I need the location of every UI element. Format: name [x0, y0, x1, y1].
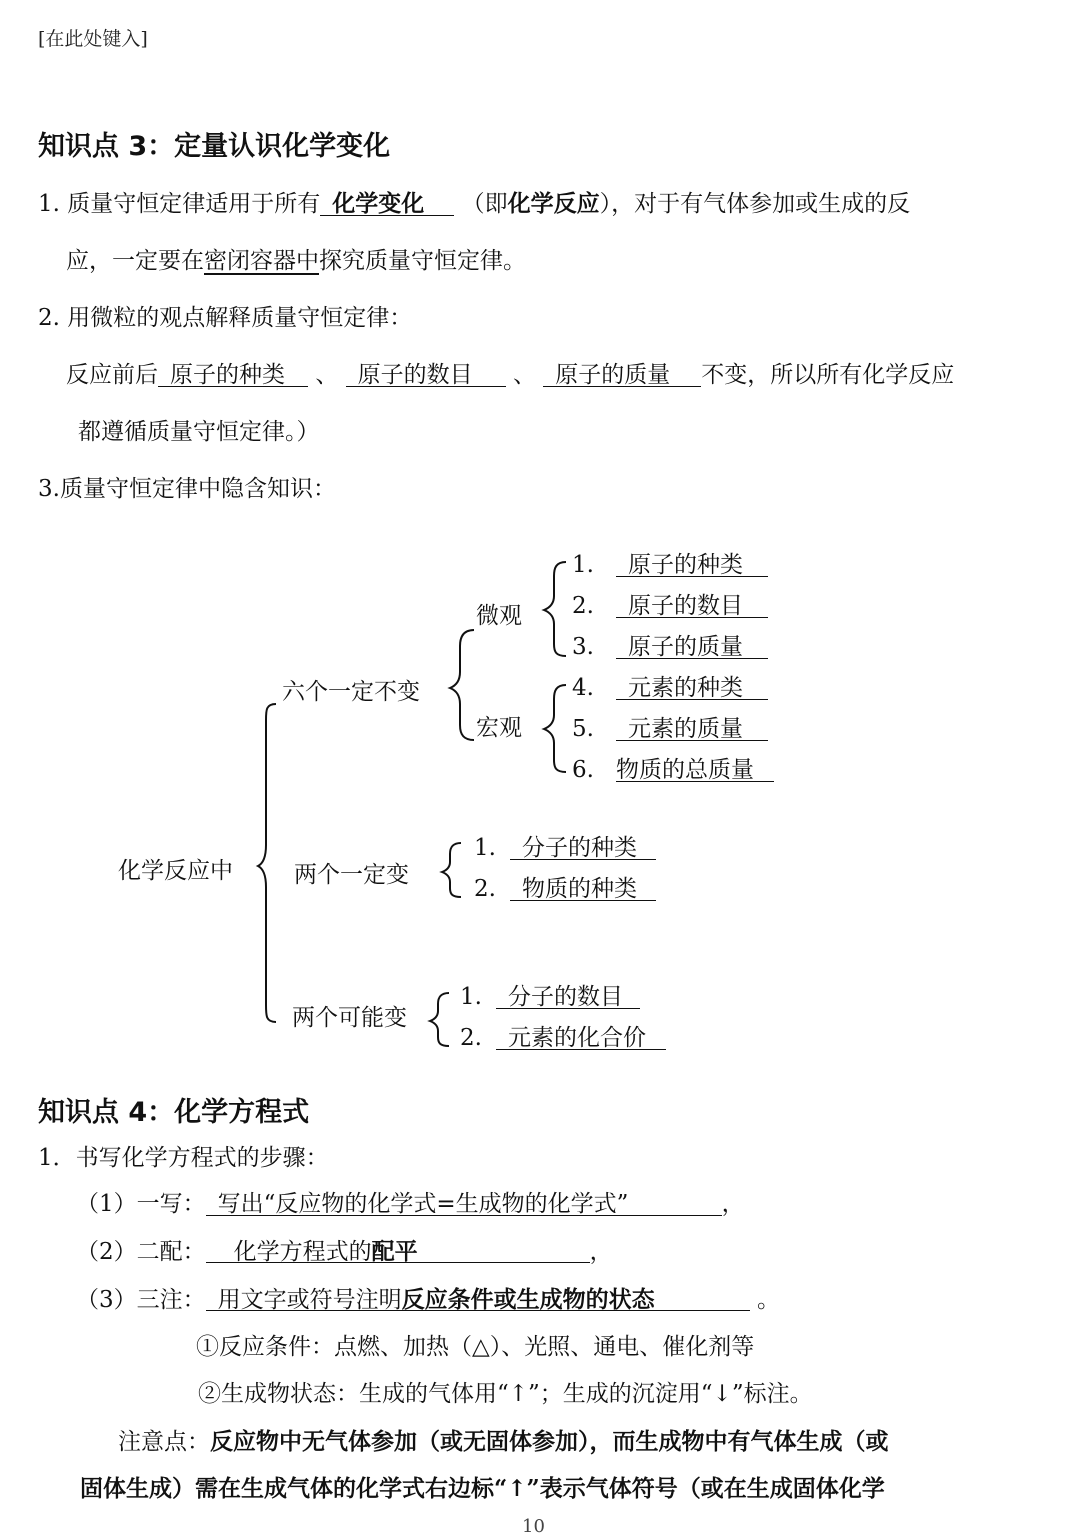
step-3-label: （3）三注： — [76, 1287, 206, 1313]
step-3-text: 用文字或符号注明 — [217, 1287, 402, 1313]
macro-label: 宏观 — [476, 715, 522, 741]
section4-title: 知识点 4：化学方程式 — [38, 1097, 310, 1128]
p1-text-g: 探究质量守恒定律。 — [319, 248, 526, 274]
macro-brace — [544, 685, 566, 772]
p1-blank: 化学变化 — [320, 185, 454, 216]
p2-sep-2: 、 — [512, 362, 536, 388]
header-placeholder: [在此处键入] — [38, 28, 148, 50]
product-states: ②生成物状态：生成的气体用“↑”；生成的沉淀用“↓”标注。 — [198, 1381, 813, 1407]
step-3-bold: 反应条件或生成物的状态 — [401, 1286, 655, 1313]
paragraph-2-intro: 2. 用微粒的观点解释质量守恒定律： — [38, 305, 413, 331]
micro-brace — [544, 562, 566, 656]
p1-text-c: 化学反应 — [507, 190, 600, 217]
item-blank: 原子的种类 — [616, 546, 768, 577]
change-item — [474, 870, 656, 902]
tree-root-label: 化学反应中 — [118, 858, 233, 884]
item-number: 2. — [572, 593, 594, 619]
change-item — [474, 829, 656, 861]
item-number: 3. — [572, 634, 594, 660]
item-number: 1. — [572, 552, 594, 578]
step-2-text: 化学方程式的 — [233, 1239, 372, 1265]
steps-title: 1．书写化学方程式的步骤： — [38, 1145, 329, 1171]
p1-text-a: 1. 质量守恒定律适用于所有 — [38, 191, 321, 217]
item-number: 5. — [572, 716, 594, 742]
note-line-1 — [118, 1423, 889, 1456]
page-number: 10 — [522, 1516, 545, 1537]
step-3-blank — [206, 1281, 750, 1311]
item-blank: 分子的种类 — [510, 829, 656, 860]
maybe-item — [460, 1019, 666, 1051]
step-3 — [76, 1281, 780, 1314]
paragraph-3: 3.质量守恒定律中隐含知识： — [38, 476, 336, 502]
maybe-item — [460, 978, 640, 1010]
note-label: 注意点： — [118, 1429, 210, 1455]
maybe-brace — [430, 993, 449, 1046]
item-number: 1. — [460, 984, 482, 1010]
step-2-bold: 配平 — [371, 1238, 418, 1265]
micro-label: 微观 — [476, 603, 522, 629]
item-blank: 元素的种类 — [616, 669, 768, 700]
p2-post: 不变，所以所有化学反应 — [701, 362, 955, 388]
item-blank: 分子的数目 — [496, 978, 640, 1009]
micro-item — [572, 546, 768, 578]
note-line-2: 固体生成）需在生成气体的化学式右边标“↑”表示气体符号（或在生成固体化学 — [80, 1475, 885, 1502]
p1-text-d: ），对于有气体参加或生成的反 — [599, 191, 911, 217]
macro-item — [572, 751, 774, 783]
p2-pre: 反应前后 — [66, 362, 158, 388]
step-2 — [76, 1233, 613, 1266]
micro-item — [572, 587, 768, 619]
p2-blank-2: 原子的数目 — [346, 356, 506, 387]
p1-text-e: 应，一定要在 — [66, 248, 204, 274]
macro-item — [572, 710, 768, 742]
p1-text-b: （即 — [461, 191, 508, 217]
item-number: 1. — [474, 835, 496, 861]
change-brace — [442, 843, 461, 897]
step-2-end: ， — [589, 1239, 613, 1265]
item-number: 6. — [572, 757, 594, 783]
p2-sep-1: 、 — [315, 362, 339, 388]
item-blank: 原子的质量 — [616, 628, 768, 659]
item-blank: 元素的化合价 — [496, 1019, 666, 1050]
step-3-end: 。 — [756, 1287, 780, 1313]
step-1-end: ， — [721, 1191, 745, 1217]
item-number: 2. — [474, 876, 496, 902]
two-maybe-label: 两个可能变 — [292, 1005, 407, 1031]
item-blank: 元素的质量 — [616, 710, 768, 741]
section3-title: 知识点 3：定量认识化学变化 — [38, 131, 391, 162]
two-changed-label: 两个一定变 — [294, 862, 409, 888]
step-2-blank — [206, 1233, 590, 1263]
item-number: 2. — [460, 1025, 482, 1051]
paragraph-2-line-2: 都遵循质量守恒定律。） — [78, 419, 320, 445]
step-2-label: （2）二配： — [76, 1239, 206, 1265]
p2-blank-3: 原子的质量 — [543, 356, 701, 387]
six-brace — [450, 630, 474, 740]
micro-item — [572, 628, 768, 660]
step-1 — [76, 1185, 745, 1218]
root-brace — [258, 704, 276, 1022]
p1-text-f: 密闭容器中 — [204, 248, 319, 274]
macro-item — [572, 669, 768, 701]
item-blank: 物质的总质量 — [616, 751, 774, 782]
step-1-label: （1）一写： — [76, 1191, 206, 1217]
p2-blank-1: 原子的种类 — [158, 356, 308, 387]
item-blank: 原子的数目 — [616, 587, 768, 618]
six-unchanged-label: 六个一定不变 — [282, 679, 420, 705]
item-blank: 物质的种类 — [510, 870, 656, 901]
note-text-1: 反应物中无气体参加（或无固体参加），而生成物中有气体生成（或 — [210, 1428, 889, 1455]
reaction-conditions: ①反应条件：点燃、加热（△）、光照、通电、催化剂等 — [196, 1334, 755, 1360]
item-number: 4. — [572, 675, 594, 701]
step-1-blank: 写出“反应物的化学式=生成物的化学式” — [206, 1185, 722, 1216]
